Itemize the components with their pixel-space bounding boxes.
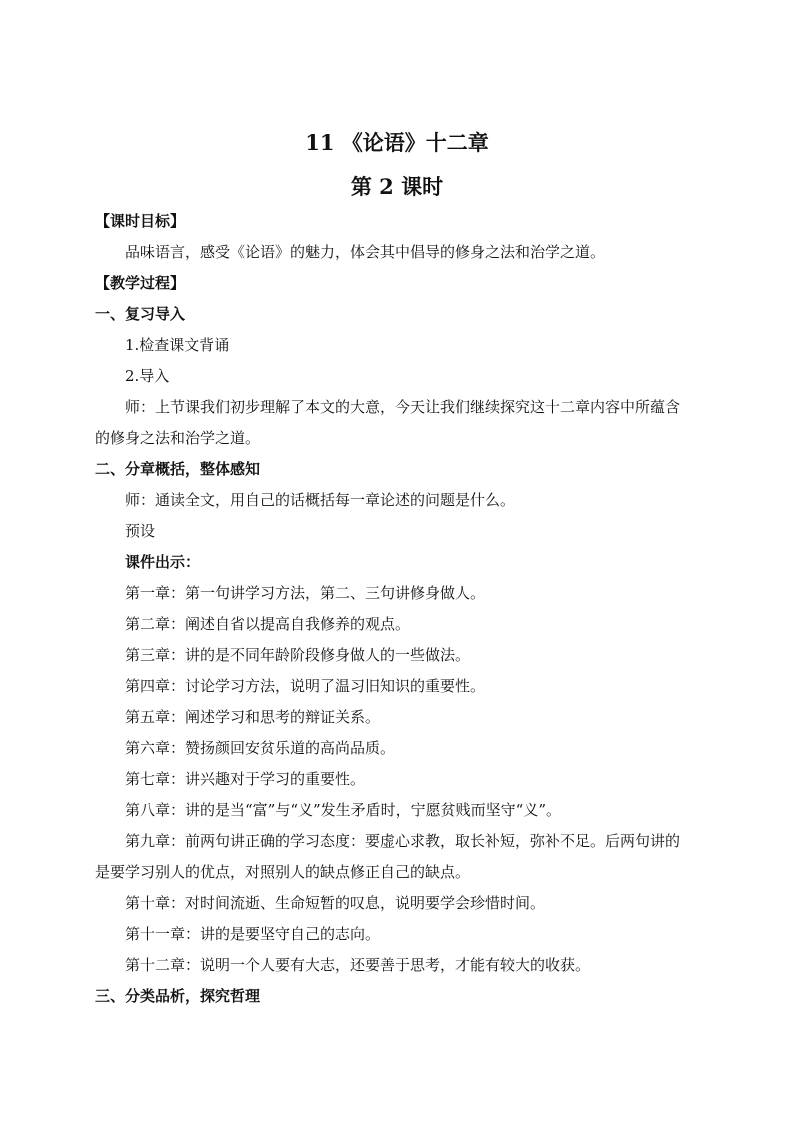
part1-teacher-line-2: 的修身之法和治学之道。 [95,429,261,447]
part1-item-1: 1.检查课文背诵 [125,336,230,354]
chapter-summary-12: 第十二章：说明一个人要有大志，还要善于思考，才能有较大的收获。 [125,956,591,974]
part2-heading: 二、分章概括，整体感知 [95,460,261,478]
chapter-summary-9-line-2: 是要学习别人的优点，对照别人的缺点修正自己的缺点。 [95,863,471,881]
chapter-summary-3: 第三章：讲的是不同年龄阶段修身做人的一些做法。 [125,646,471,664]
part2-preset: 预设 [125,522,156,540]
part2-courseware: 课件出示： [125,553,201,571]
part1-teacher-line-1: 师：上节课我们初步理解了本文的大意，今天让我们继续探究这十二章内容中所蕴含 [125,398,681,416]
chapter-summary-4: 第四章：讨论学习方法，说明了温习旧知识的重要性。 [125,677,486,695]
chapter-summary-6: 第六章：赞扬颜回安贫乐道的高尚品质。 [125,739,396,757]
page-title: 11 《论语》十二章 [305,130,489,155]
chapter-summary-8: 第八章：讲的是当“富”与“义”发生矛盾时，宁愿贫贱而坚守“义”。 [125,801,562,819]
chapter-summary-2: 第二章：阐述自省以提高自我修养的观点。 [125,615,411,633]
chapter-summary-5: 第五章：阐述学习和思考的辩证关系。 [125,708,381,726]
chapter-summary-7: 第七章：讲兴趣对于学习的重要性。 [125,770,366,788]
process-heading: 【教学过程】 [95,274,186,292]
part1-heading: 一、复习导入 [95,305,186,323]
part2-teacher: 师：通读全文，用自己的话概括每一章论述的问题是什么。 [125,491,516,509]
objective-text: 品味语言，感受《论语》的魅力，体会其中倡导的修身之法和治学之道。 [125,243,606,261]
document-body [95,206,725,1012]
part3-heading: 三、分类品析，探究哲理 [95,987,261,1005]
chapter-summary-10: 第十章：对时间流逝、生命短暂的叹息，说明要学会珍惜时间。 [125,894,546,912]
part1-item-2: 2.导入 [125,367,170,385]
chapter-summary-1: 第一章：第一句讲学习方法，第二、三句讲修身做人。 [125,584,486,602]
page-subtitle: 第 2 课时 [350,174,444,199]
chapter-summary-9-line-1: 第九章：前两句讲正确的学习态度：要虚心求教，取长补短，弥补不足。后两句讲的 [125,832,681,850]
chapter-summary-11: 第十一章：讲的是要坚守自己的志向。 [125,925,381,943]
objective-heading: 【课时目标】 [95,212,186,230]
